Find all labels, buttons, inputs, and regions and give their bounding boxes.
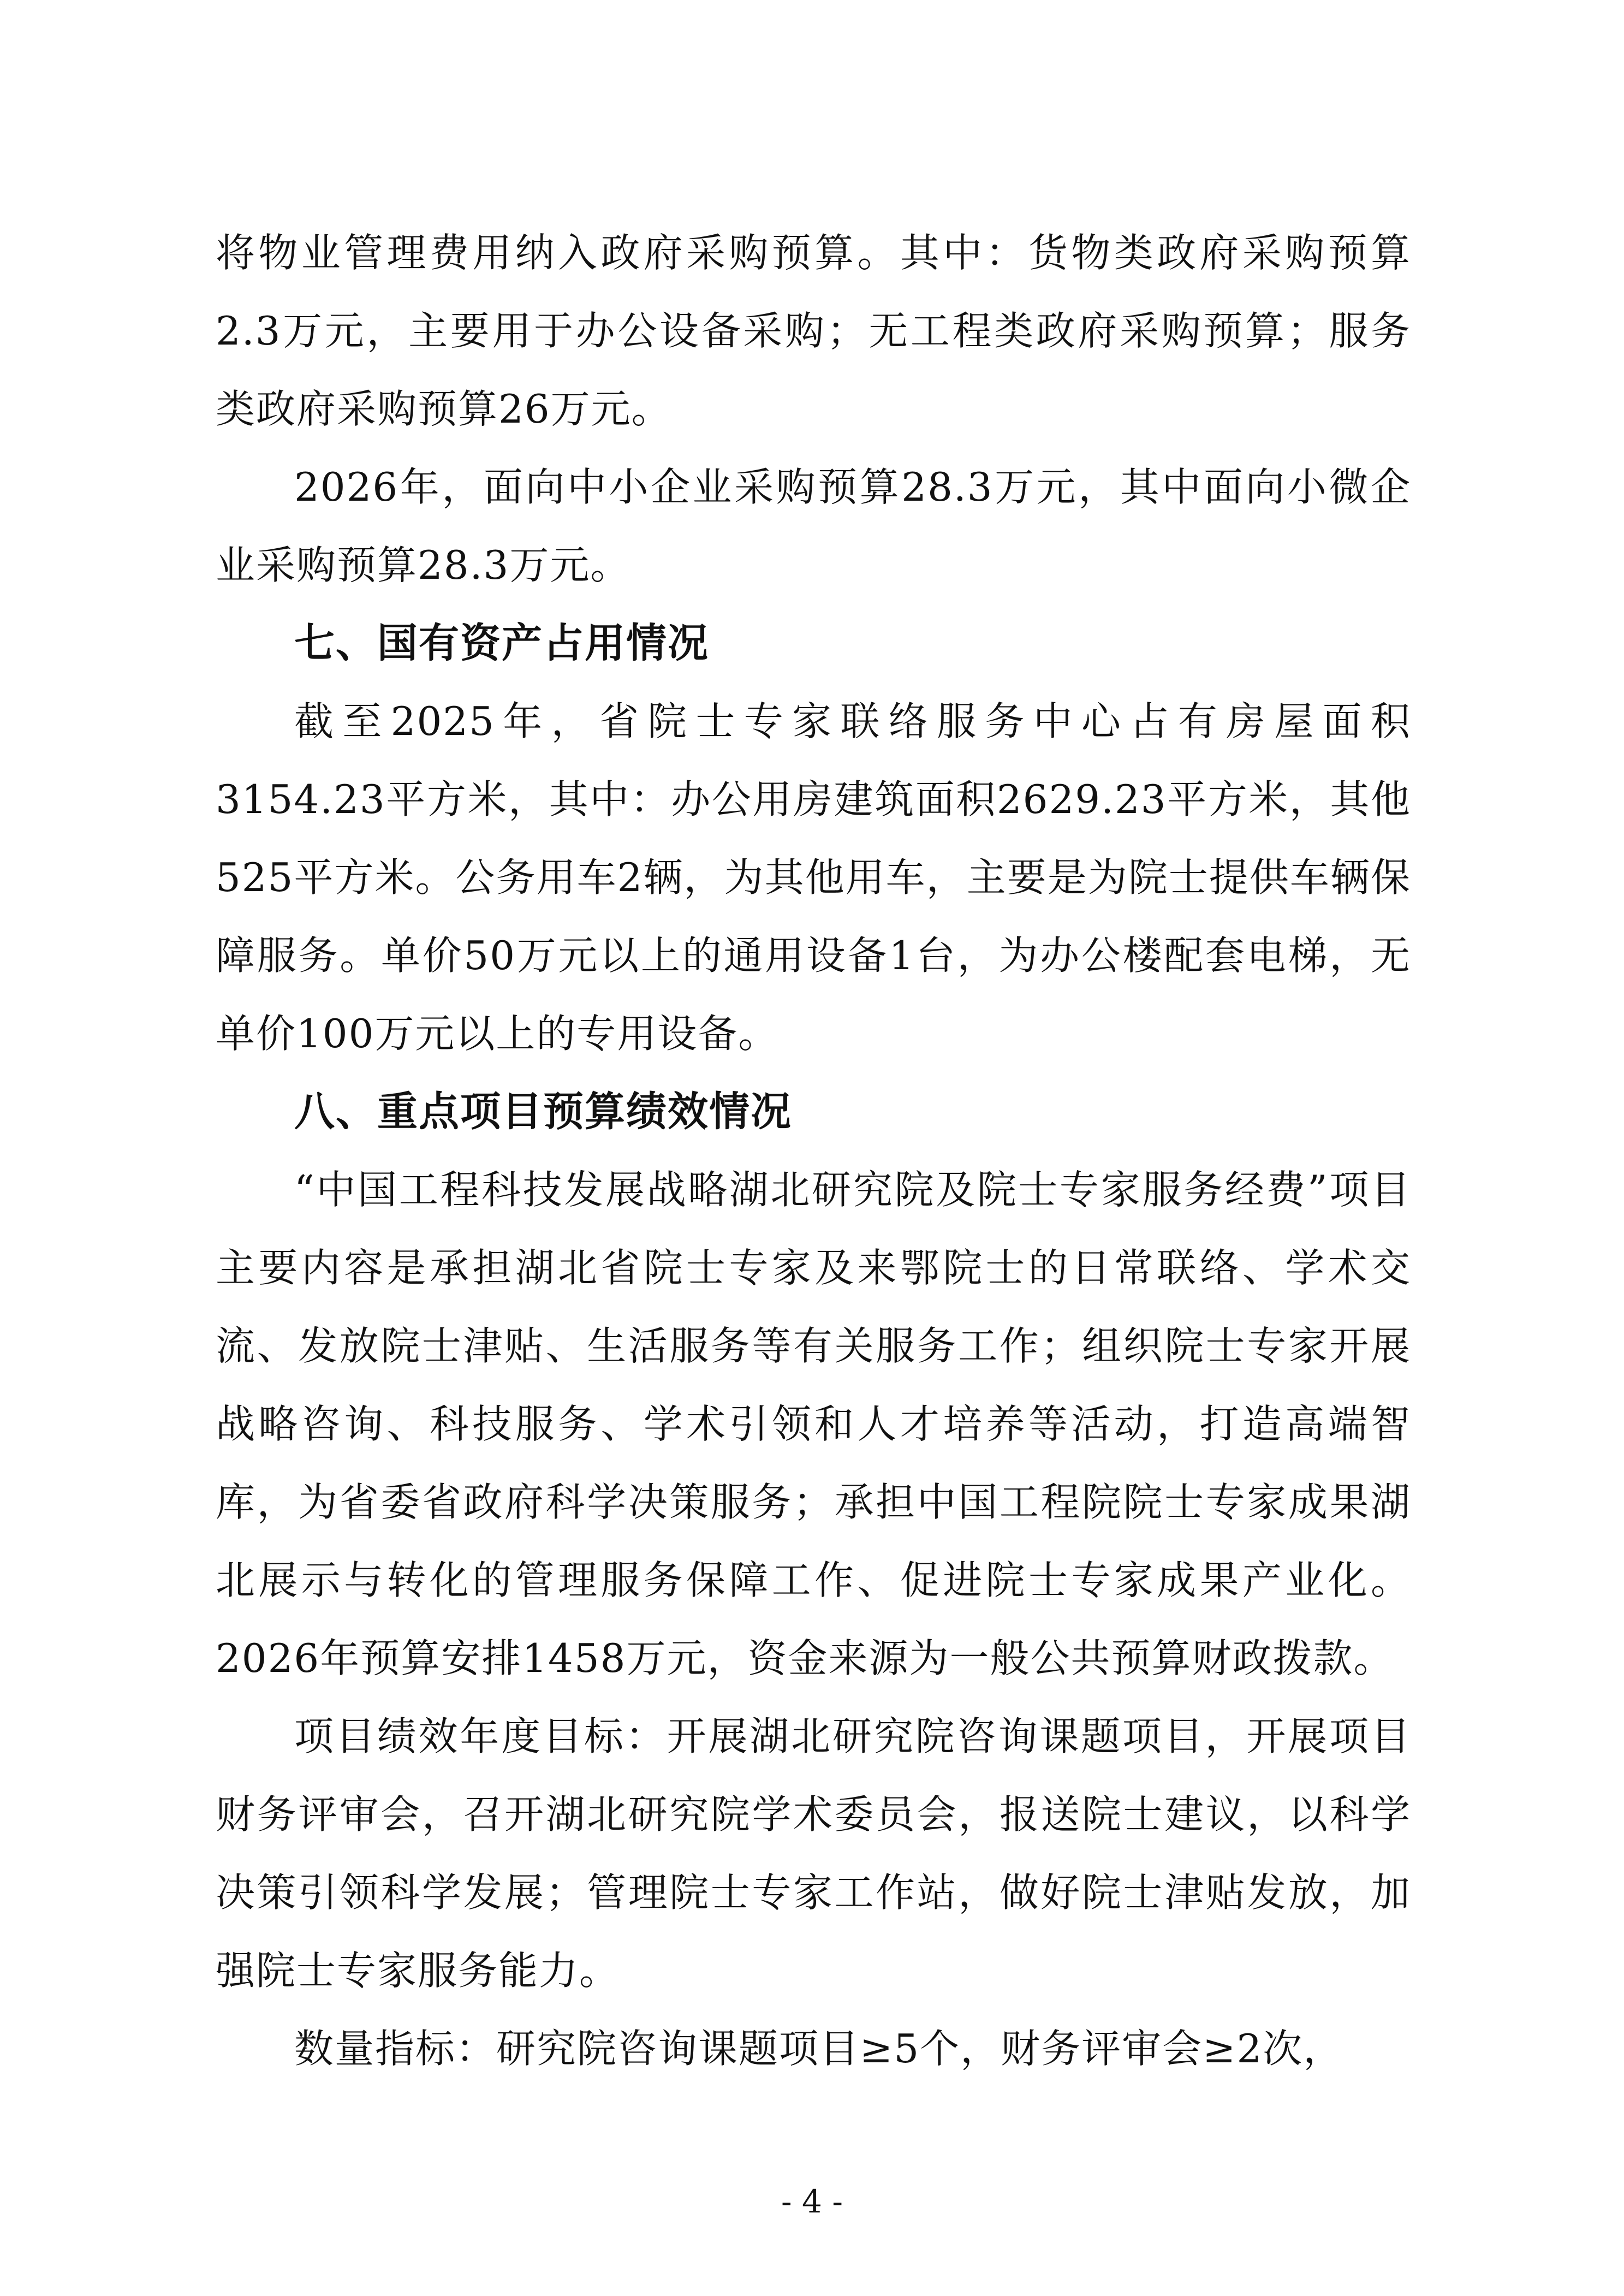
paragraph-procurement-budget: 将物业管理费用纳入政府采购预算。其中：货物类政府采购预算2.3万元，主要用于办公设备采购；无工程类政府采购预算；服务类政府采购预算26万元。: [216, 230, 1411, 432]
section-heading-key-project-performance: 八、重点项目预算绩效情况: [294, 1088, 792, 1135]
paragraph-key-project-content: “中国工程科技发展战略湖北研究院及院士专家服务经费”项目主要内容是承担湖北省院士专家及来鄂院士的日常联络、学术交流、发放院士津贴、生活服务等有关服务工作；组织院士专家开展战略咨询、科技服务、学术引领和人才培养等活动，打造高端智库，为省委省政府科学决策服务；承担中国工程院院士专家成果湖北展示与转化的管理服务保障工作、促进院士专家成果产业化。2026年预算安排1458万元，资金来源为一般公共预算财政拨款。: [216, 1167, 1411, 1681]
paragraph-quantity-indicators: 数量指标：研究院咨询课题项目≥5个，财务评审会≥2次，: [294, 2026, 1344, 2072]
paragraph-sme-procurement: 2026年，面向中小企业采购预算28.3万元，其中面向小微企业采购预算28.3万元。: [216, 464, 1411, 588]
paragraph-state-assets: 截至2025年，省院士专家联络服务中心占有房屋面积3154.23平方米，其中：办公用房建筑面积2629.23平方米，其他525平方米。公务用车2辆，为其他用车，主要是为院士提供车辆保障服务。单价50万元以上的通用设备1台，为办公楼配套电梯，无单价100万元以上的专用设备。: [216, 698, 1411, 1057]
section-heading-state-assets: 七、国有资产占用情况: [294, 620, 709, 667]
paragraph-annual-performance-goal: 项目绩效年度目标：开展湖北研究院咨询课题项目，开展项目财务评审会，召开湖北研究院学术委员会，报送院士建议，以科学决策引领科学发展；管理院士专家工作站，做好院士津贴发放，加强院士专家服务能力。: [216, 1713, 1411, 1994]
document-body: [216, 214, 1411, 2088]
page-number: - 4 -: [781, 2183, 843, 2220]
